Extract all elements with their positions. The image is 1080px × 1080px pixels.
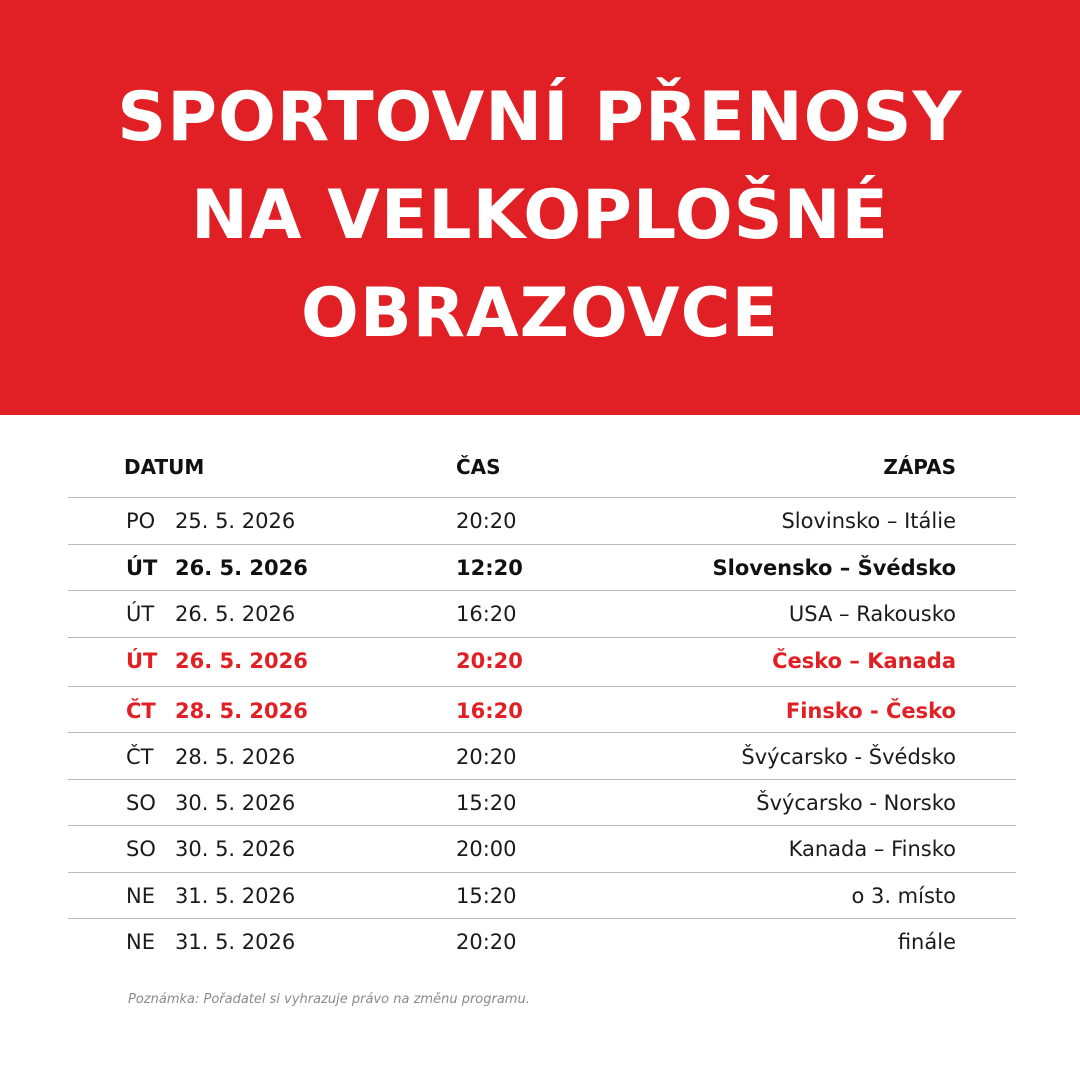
time-cell: 20:20	[456, 649, 523, 673]
table-row	[0, 734, 1080, 780]
time-cell: 20:20	[456, 930, 517, 954]
match-cell: Finsko - Česko	[785, 699, 956, 723]
day-cell: ČT	[126, 699, 156, 723]
day-cell: ÚT	[126, 556, 158, 580]
match-cell: Švýcarsko - Norsko	[756, 791, 956, 815]
date-cell: 28. 5. 2026	[175, 699, 308, 723]
match-cell: USA – Rakousko	[788, 602, 956, 626]
column-header-cas: ČAS	[456, 455, 501, 479]
table-row	[0, 826, 1080, 872]
column-header-zapas: ZÁPAS	[883, 455, 956, 479]
time-cell: 15:20	[456, 791, 517, 815]
date-cell: 30. 5. 2026	[175, 791, 296, 815]
match-cell: o 3. místo	[851, 884, 956, 908]
column-header-datum: DATUM	[124, 455, 205, 479]
time-cell: 15:20	[456, 884, 517, 908]
footnote: Poznámka: Pořadatel si vyhrazuje právo na změnu programu.	[128, 992, 530, 1007]
date-cell: 31. 5. 2026	[175, 930, 296, 954]
match-cell: Slovinsko – Itálie	[781, 509, 956, 533]
match-cell: Švýcarsko - Švédsko	[741, 745, 956, 769]
day-cell: ÚT	[126, 602, 155, 626]
date-cell: 26. 5. 2026	[175, 602, 296, 626]
table-row	[0, 498, 1080, 544]
page-title-line-2: NA VELKOPLOŠNÉ	[191, 176, 889, 255]
time-cell: 20:20	[456, 745, 517, 769]
day-cell: SO	[126, 837, 156, 861]
date-cell: 28. 5. 2026	[175, 745, 296, 769]
date-cell: 31. 5. 2026	[175, 884, 296, 908]
table-row	[0, 545, 1080, 591]
page-title-line-1: SPORTOVNÍ PŘENOSY	[117, 78, 963, 157]
date-cell: 26. 5. 2026	[175, 556, 308, 580]
time-cell: 12:20	[456, 556, 523, 580]
table-divider	[68, 686, 1016, 687]
table-row	[0, 688, 1080, 734]
table-divider	[68, 732, 1016, 733]
table-row	[0, 638, 1080, 684]
day-cell: NE	[126, 930, 155, 954]
table-row	[0, 591, 1080, 637]
time-cell: 20:20	[456, 509, 517, 533]
day-cell: NE	[126, 884, 155, 908]
date-cell: 30. 5. 2026	[175, 837, 296, 861]
match-cell: finále	[897, 930, 956, 954]
day-cell: PO	[126, 509, 156, 533]
table-row	[0, 919, 1080, 965]
day-cell: ÚT	[126, 649, 158, 673]
match-cell: Kanada – Finsko	[788, 837, 956, 861]
title-banner	[0, 0, 1080, 415]
date-cell: 26. 5. 2026	[175, 649, 308, 673]
match-cell: Česko – Kanada	[772, 649, 956, 673]
time-cell: 20:00	[456, 837, 517, 861]
time-cell: 16:20	[456, 602, 517, 626]
day-cell: SO	[126, 791, 156, 815]
table-row	[0, 780, 1080, 826]
table-row	[0, 873, 1080, 919]
time-cell: 16:20	[456, 699, 523, 723]
match-cell: Slovensko – Švédsko	[712, 556, 956, 580]
page-title-line-3: OBRAZOVCE	[301, 274, 779, 353]
date-cell: 25. 5. 2026	[175, 509, 296, 533]
day-cell: ČT	[126, 745, 154, 769]
